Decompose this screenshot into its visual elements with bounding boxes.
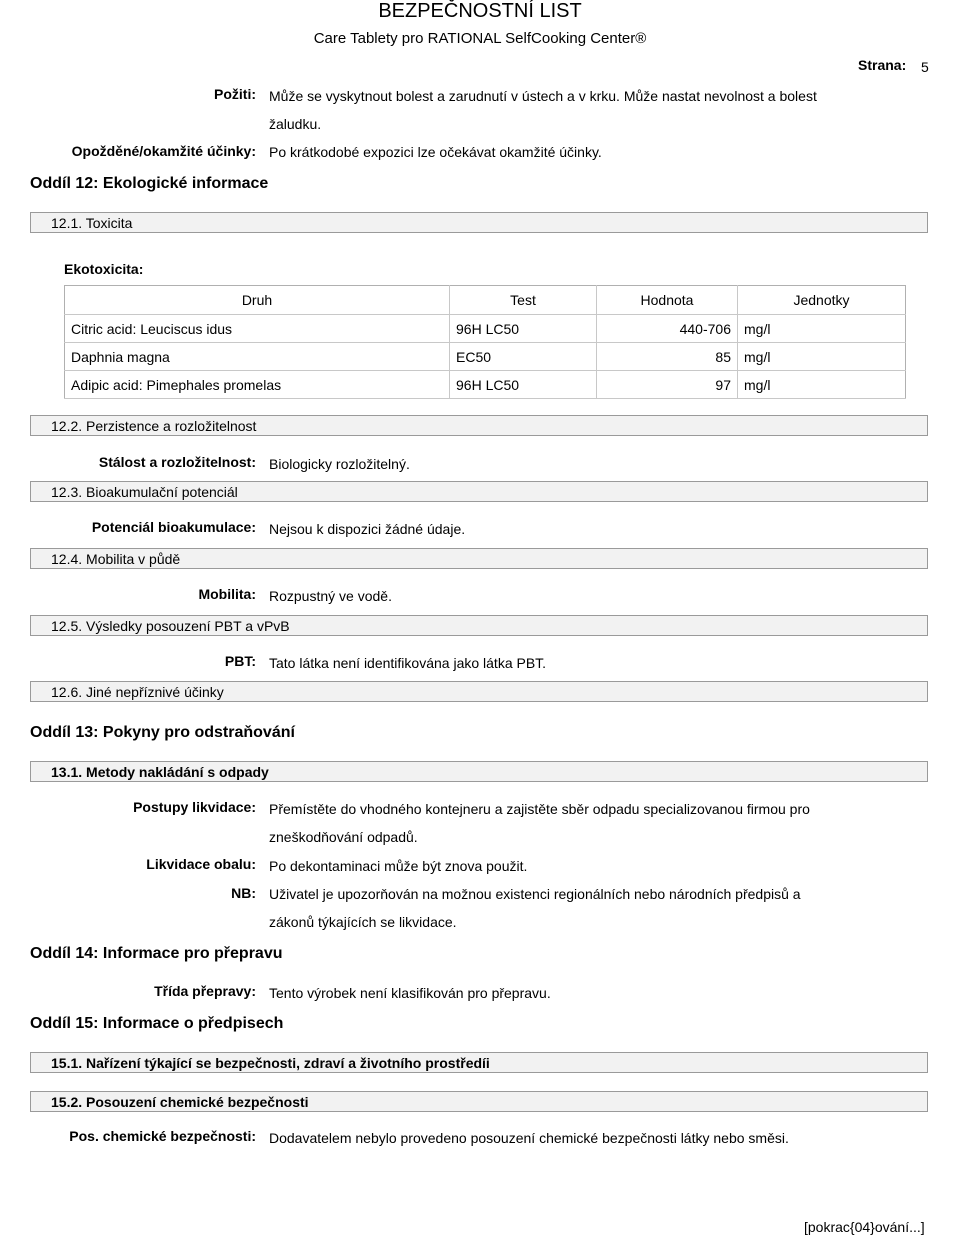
subsection-12-1-label: 12.1. Toxicita [51,215,133,231]
table-cell-test: 96H LC50 [450,315,597,343]
table-cell-hodnota: 85 [597,343,738,371]
subsection-12-5 [30,615,928,636]
subsection-15-1 [30,1052,928,1073]
trida-prepravy-label: Třída přepravy: [154,983,256,999]
likvidace-obalu-value: Po dekontaminaci může být znova použit. [269,858,528,874]
table-header-row [65,286,906,315]
section-15-title: Oddíl 15: Informace o předpisech [30,1015,284,1032]
subsection-12-4-label: 12.4. Mobilita v půdě [51,551,181,567]
table-cell-hodnota: 440-706 [597,315,738,343]
mobilita-label: Mobilita: [198,586,256,602]
subsection-13-1-label: 13.1. Metody nakládání s odpady [51,764,269,780]
poziti-value-line2: žaludku. [269,116,322,132]
trida-prepravy-value: Tento výrobek není klasifikován pro přepravu. [269,985,551,1001]
subsection-12-3 [30,481,928,502]
stalost-value: Biologicky rozložitelný. [269,456,410,472]
pos-chem-bezpecnosti-value: Dodavatelem nebylo provedeno posouzení chemické bezpečnosti látky nebo směsi. [269,1130,789,1146]
table-row [65,343,906,371]
postupy-likvidace-line1: Přemístěte do vhodného kontejneru a zajistěte sběr odpadu specializovanou firmou pro [269,801,810,817]
ecotoxicity-table [64,285,906,399]
nb-line2: zákonů týkajících se likvidace. [269,914,457,930]
table-cell-hodnota: 97 [597,371,738,399]
pbt-label: PBT: [224,653,256,669]
mobilita-value: Rozpustný ve vodě. [269,588,392,604]
poziti-value-line1: Může se vyskytnout bolest a zarudnutí v ústech a v krku. Může nastat nevolnost a bolest [269,88,817,104]
table-cell-test: EC50 [450,343,597,371]
table-header-druh: Druh [65,286,450,315]
bioakumulace-value: Nejsou k dispozici žádné údaje. [269,521,466,537]
table-cell-druh: Citric acid: Leuciscus idus [65,315,450,343]
table-row [65,371,906,399]
section-13-title: Oddíl 13: Pokyny pro odstraňování [30,724,295,741]
ekotoxicita-label: Ekotoxicita: [64,261,144,277]
table-header-hodnota: Hodnota [597,286,738,315]
table-cell-druh: Adipic acid: Pimephales promelas [65,371,450,399]
nb-line1: Uživatel je upozorňován na možnou existenci regionálních nebo národních předpisů a [269,886,801,902]
subsection-15-1-label: 15.1. Nařízení týkající se bezpečnosti, zdraví a životního prostředíi [51,1055,490,1071]
postupy-likvidace-label: Postupy likvidace: [133,799,256,815]
product-name: Care Tablety pro RATIONAL SelfCooking Center® [313,30,647,47]
nb-label: NB: [231,885,256,901]
subsection-12-5-label: 12.5. Výsledky posouzení PBT a vPvB [51,618,290,634]
subsection-13-1 [30,761,928,782]
poziti-label: Požiti: [214,86,256,102]
subsection-12-3-label: 12.3. Bioakumulační potenciál [51,484,238,500]
section-12-title: Oddíl 12: Ekologické informace [30,175,269,192]
subsection-12-2-label: 12.2. Perzistence a rozložitelnost [51,418,257,434]
postupy-likvidace-line2: zneškodňování odpadů. [269,829,418,845]
ucinky-value: Po krátkodobé expozici lze očekávat okamžité účinky. [269,144,602,160]
document-title: BEZPEČNOSTNÍ LIST [378,0,582,22]
table-cell-jednotky: mg/l [738,315,906,343]
subsection-12-6 [30,681,928,702]
subsection-12-6-label: 12.6. Jiné nepříznivé účinky [51,684,224,700]
table-cell-jednotky: mg/l [738,371,906,399]
page-label: Strana: [858,57,907,73]
ucinky-label: Opožděné/okamžité účinky: [71,143,256,159]
pos-chem-bezpecnosti-label: Pos. chemické bezpečnosti: [69,1128,256,1144]
table-header-jednotky: Jednotky [738,286,906,315]
table-cell-test: 96H LC50 [450,371,597,399]
pbt-value: Tato látka není identifikována jako látka PBT. [269,655,547,671]
section-14-title: Oddíl 14: Informace pro přepravu [30,945,283,962]
subsection-15-2-label: 15.2. Posouzení chemické bezpečnosti [51,1094,309,1110]
subsection-12-1 [30,212,928,233]
table-cell-jednotky: mg/l [738,343,906,371]
table-header-test: Test [450,286,597,315]
likvidace-obalu-label: Likvidace obalu: [146,856,256,872]
bioakumulace-label: Potenciál bioakumulace: [91,519,256,535]
continuation-note: [pokrac{04}ování...] [804,1219,925,1235]
table-cell-druh: Daphnia magna [65,343,450,371]
page-number: 5 [921,59,929,75]
subsection-15-2 [30,1091,928,1112]
table-row [65,315,906,343]
stalost-label: Stálost a rozložitelnost: [98,454,256,470]
subsection-12-2 [30,415,928,436]
subsection-12-4 [30,548,928,569]
